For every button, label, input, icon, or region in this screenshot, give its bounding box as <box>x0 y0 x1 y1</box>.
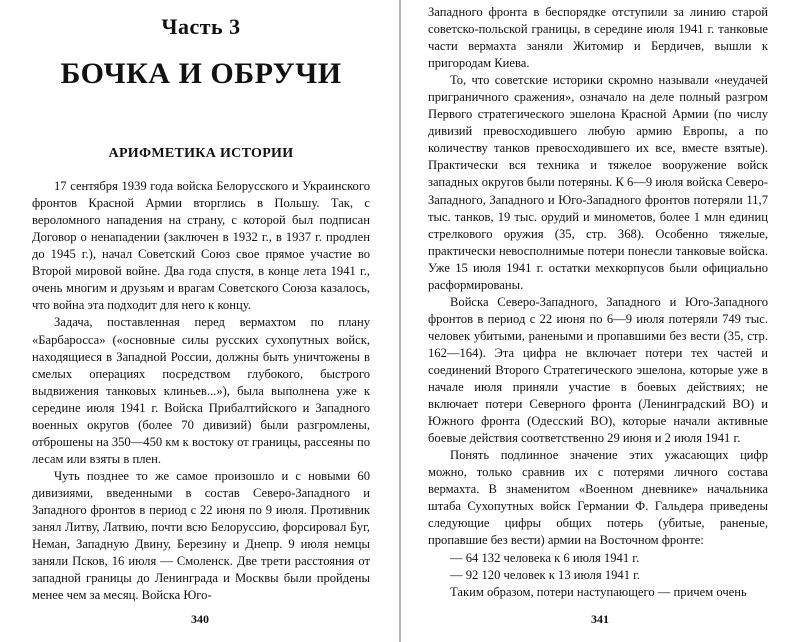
paragraph: Войска Северо-Западного, Западного и Юго-Западного фронтов в период с 22 июня по 6—9 июля потеряли 749 тыс. человек убитыми, ранеными и пропавшими без вести (35, стр. 162—164). Эта цифра не включает потери тех частей и соединений Второго Стратегического эшелона, которые уже в начале июля приняли участие в боевых действиях; не включает потери Северного фронта (Ленинградский ВО) и Южного фронта (Одесский ВО), которые начали активные боевые действия соответственно 29 июня и 2 июля 1941 г. <box>428 294 768 446</box>
paragraph: Таким образом, потери наступающего — причем очень <box>450 584 747 599</box>
paragraph: Чуть позднее то же самое произошло и с новыми 60 дивизиями, введенными в состав Северо-Западного и Западного фронтов в период с 22 июня по 9 июля. Противник занял Литву, Латвию, почти всю Белоруссию, форсировал Буг, Неман, Западную Двину, Березину и Днепр. 9 июля немцы заняли Псков, 16 июля — Смоленск. Две трети расстояния от западной границы до Ленинграда и Москвы были пройдены менее чем за месяц. Войска Юго- <box>32 468 370 603</box>
left-page-body <box>32 178 370 604</box>
chapter-title: БОЧКА И ОБРУЧИ <box>60 57 342 91</box>
list-item: — 92 120 человек к 13 июля 1941 г. <box>450 567 641 582</box>
paragraph: 17 сентября 1939 года войска Белорусского и Украинского фронтов Красной Армии вторглись в Польшу. Так, с вероломного нападения на страну, с которой был подписан Договор о ненападении (заключен в 1932 г., в 1937 г. продлен до 1945 г.), начал Советский Союз свое прямое участие во Второй мировой войне. Два года спустя, в конце лета 1941 г., очень многим и друзьям и врагам Советского Союза казалось, что война эта подходит для него к концу. <box>32 179 370 313</box>
list-item: — 64 132 человека к 6 июля 1941 г. <box>450 550 640 565</box>
paragraph: Понять подлинное значение этих ужасающих цифр можно, только сравнив их с потерями личного состава вермахта. В знаменитом «Военном дневнике» начальника штаба Сухопутных войск Германии Ф. Гальдера приведены следующие цифры общих потерь (убитые, раненые, пропавшие без вести) армии на Восточном фронте: <box>428 448 768 548</box>
page-number: 340 <box>191 611 209 626</box>
section-title: АРИФМЕТИКА ИСТОРИИ <box>108 146 294 162</box>
page-number: 341 <box>591 611 609 626</box>
right-page <box>400 0 800 642</box>
paragraph: Задача, поставленная перед вермахтом по плану «Барбаросса» («основные силы русских сухопутных войск, находящиеся в Западной России, должны быть уничтожены в смелых операциях посредством глубокого, быстрого выдвижения танковых клиньев...»), была выполнена уже к середине июля 1941 г. Войска Прибалтийского и Западного военных округов (более 70 дивизий) были разгромлены, отброшены на 350—450 км к востоку от границы, рассеяны по лесам или взяты в плен. <box>32 315 370 466</box>
paragraph: То, что советские историки скромно называли «неудачей приграничного сражения», означало на деле полный разгром Первого стратегического эшелона Красной Армии (по числу дивизий превосходившего любую армию Европы, а по количеству танков превосходившего их все, вместе взятые). Практически вся техника и тяжелое вооружение войск западных округов были потеряны. К 6—9 июля войска Северо-Западного, Западного и Юго-Западного фронтов потеряли 11,7 тыс. танков, 19 тыс. орудий и минометов, более 1 млн единиц стрелкового оружия (35, стр. 368). Особенно тяжелые, практически невосполнимые потери понесли танковые войска. Уже 15 июля 1941 г. остатки мехкорпусов были официально расформированы. <box>428 73 768 292</box>
right-page-body <box>428 4 768 601</box>
part-title: Часть 3 <box>161 14 241 39</box>
paragraph: Западного фронта в беспорядке отступили за линию старой советско-польской границы, в середине июля 1941 г. танковые части вермахта заняли Житомир и Бердичев, вышли к пригородам Киева. <box>428 5 768 71</box>
